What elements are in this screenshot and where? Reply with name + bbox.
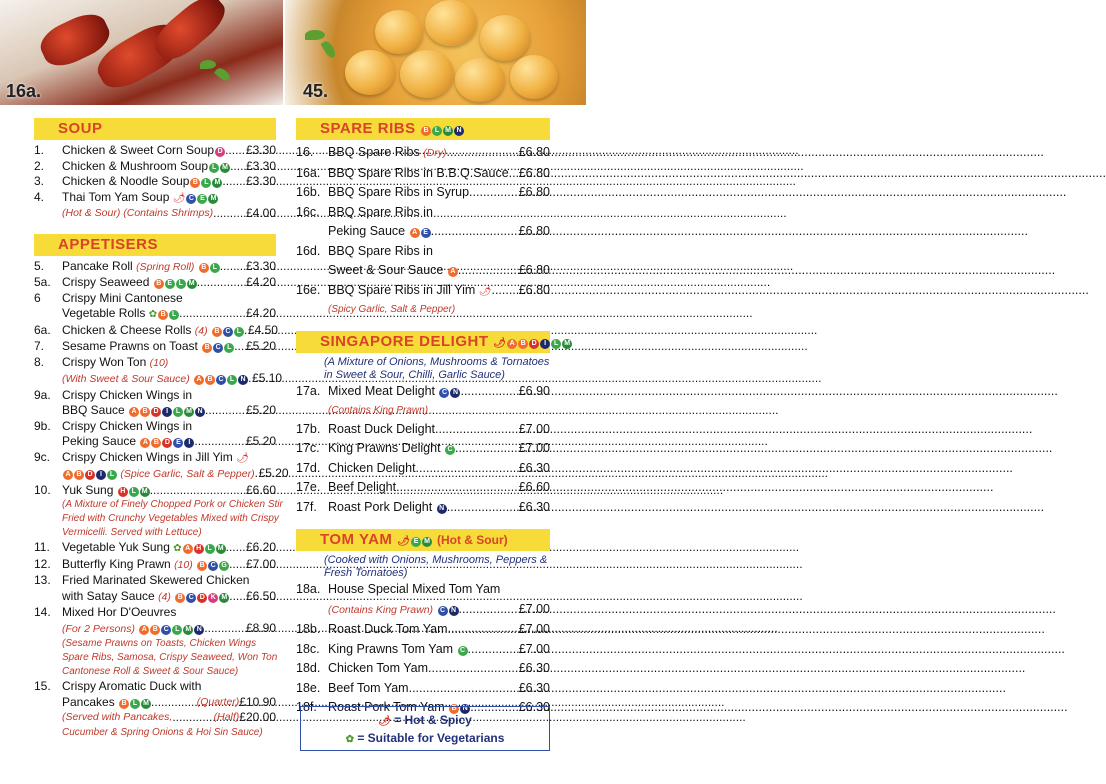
allergen-badge-icon: B xyxy=(202,343,212,353)
allergen-badge-icon: L xyxy=(169,310,179,320)
allergen-badge-icon: L xyxy=(224,343,234,353)
legend-veg: = Suitable for Vegetarians xyxy=(357,731,505,745)
allergen-badge-icon: B xyxy=(518,339,528,349)
allergen-badge-icon: A xyxy=(129,407,139,417)
menu-item: Pancakes B L M ..... (Quarter) £10.90 xyxy=(34,695,276,711)
allergen-badge-icon: C xyxy=(161,625,171,635)
allergen-badge-icon: C xyxy=(213,343,223,353)
menu-item: (Contains King Prawn) C N ..... £7.00 xyxy=(296,600,550,621)
allergen-badge-icon: L xyxy=(551,339,561,349)
spare-ribs-header: SPARE RIBS B L M N xyxy=(296,118,550,140)
menu-item: (Served with Pancakes, ..... (Half) £20.00 xyxy=(34,710,276,726)
chili-icon: 🌶 xyxy=(378,716,391,727)
header-photos xyxy=(0,0,586,105)
allergen-badge-icon: L xyxy=(210,263,220,273)
allergen-badge-icon: B xyxy=(449,704,459,714)
allergen-badge-icon: C xyxy=(439,388,449,398)
allergen-badge-icon: M xyxy=(424,538,431,545)
badge-icon: L xyxy=(201,178,211,188)
menu-item: 18f. Roast Pork Tom Yam B N ..... £6.30 xyxy=(296,698,550,718)
menu-item: 3. Chicken & Noodle Soup B L M ..... £3.30 xyxy=(34,174,276,190)
allergen-badge-icon: C xyxy=(445,445,455,455)
allergen-badge-icon: I xyxy=(184,438,194,448)
menu-item: A B D I L (Spice Garlic, Salt & Pepper) ..... £5.20 xyxy=(34,466,276,483)
allergen-badge-icon: I xyxy=(96,470,106,480)
menu-item: 18b. Roast Duck Tom Yam ..... £7.00 xyxy=(296,620,550,640)
allergen-badge-icon: A xyxy=(507,339,517,349)
allergen-badge-icon: M xyxy=(183,625,193,635)
photo-label-left: 16a. xyxy=(6,81,42,101)
allergen-badge-icon: D xyxy=(529,339,539,349)
photo-label-right: 45. xyxy=(303,81,329,101)
menu-item: 15. Crispy Aromatic Duck with xyxy=(34,679,202,693)
menu-item: 17b. Roast Duck Delight ..... £7.00 xyxy=(296,420,550,440)
badge-icon: M xyxy=(212,178,222,188)
allergen-badge-icon: L xyxy=(107,470,117,480)
menu-item: 18a. House Special Mixed Tom Yam xyxy=(296,582,501,596)
menu-item: 2. Chicken & Mushroom Soup L M ..... £3.30 xyxy=(34,159,276,175)
allergen-badge-icon: D xyxy=(197,593,207,603)
appetisers-header: APPETISERS xyxy=(34,234,276,256)
badge-icon: M xyxy=(220,163,230,173)
allergen-badge-icon: C xyxy=(458,646,468,656)
menu-item: 18e. Beef Tom Yam ..... £6.30 xyxy=(296,679,550,699)
menu-item: 6 Crispy Mini Cantonese xyxy=(34,290,183,305)
menu-item: BBQ Sauce A B D I L M N ..... £5.20 xyxy=(34,403,276,419)
allergen-badge-icon: E xyxy=(411,537,421,547)
tomyam-header: TOM YAM 🌶 E M (Hot & Sour) xyxy=(296,529,550,551)
menu-item: 16a. BBQ Spare Ribs in B.B.Q.Sauce ..... £6.80 xyxy=(296,164,550,184)
leaf-icon: ✿ xyxy=(173,543,182,554)
allergen-badge-icon: E xyxy=(165,279,175,289)
item-description: Fried with Crunchy Vegetables Mixed with Crispy xyxy=(62,513,279,524)
allergen-badge-icon: L xyxy=(205,544,215,554)
allergen-badge-icon: N xyxy=(450,388,460,398)
chili-icon: 🌶 xyxy=(478,285,492,297)
allergen-badge-icon: H xyxy=(194,544,204,554)
item-description: (Sesame Prawns on Toasts, Chicken Wings xyxy=(62,638,257,649)
menu-item: 11. Vegetable Yuk Sung ✿ A H L M ..... £6.20 xyxy=(34,540,276,557)
allergen-badge-icon: B xyxy=(140,407,150,417)
allergen-badge-icon: B xyxy=(74,470,84,480)
allergen-badge-icon: I xyxy=(540,339,550,349)
menu-item: 7. Sesame Prawns on Toast B C L ..... £5.20 xyxy=(34,339,276,355)
item-description: (Spicy Garlic, Salt & Pepper) xyxy=(328,304,456,315)
soup-header: SOUP xyxy=(34,118,276,140)
allergen-badge-icon: N xyxy=(460,704,470,714)
badge-icon: L xyxy=(209,163,219,173)
allergen-badge-icon: E xyxy=(421,228,431,238)
allergen-badge-icon: H xyxy=(118,487,128,497)
menu-item: 17e. Beef Delight ..... £6.60 xyxy=(296,478,550,498)
allergen-badge-icon: M xyxy=(141,699,151,709)
section-description: (Cooked with Onions, Mushrooms, Peppers & xyxy=(324,554,548,566)
allergen-badge-icon: D xyxy=(162,438,172,448)
allergen-badge-icon: N xyxy=(194,625,204,635)
allergen-badge-icon: K xyxy=(208,593,218,603)
allergen-badge-icon: L xyxy=(176,279,186,289)
allergen-badge-icon: L xyxy=(227,375,237,385)
menu-item: with Satay Sauce (4) B C D K M ..... £6.50 xyxy=(34,589,276,606)
allergen-badge-icon: B xyxy=(199,263,209,273)
allergen-badge-icon: C xyxy=(208,561,218,571)
allergen-badge-icon: M xyxy=(187,279,197,289)
allergen-badge-icon: C xyxy=(216,375,226,385)
allergen-badge-icon: A xyxy=(448,267,458,277)
menu-item: 8. Crispy Won Ton (10) xyxy=(34,354,169,369)
allergen-badge-icon: M xyxy=(445,127,452,134)
allergen-badge-icon: M xyxy=(564,340,571,347)
item-description: (Contains King Prawn) xyxy=(328,404,429,416)
item-description: Vermicelli. Served with Lettuce) xyxy=(62,527,202,538)
menu-item: 17f. Roast Pork Delight N ..... £6.30 xyxy=(296,498,550,518)
menu-item: Sweet & Sour Sauce A ..... £6.80 xyxy=(296,261,550,281)
badge-icon: C xyxy=(186,194,196,204)
allergen-badge-icon: B xyxy=(151,438,161,448)
allergen-badge-icon: B xyxy=(150,625,160,635)
badge-icon: B xyxy=(190,178,200,188)
menu-item: (With Sweet & Sour Sauce) A B C L N ..... £5.10 xyxy=(34,371,276,388)
item-description: Cantonese Roll & Sweet & Sour Sauce) xyxy=(62,666,239,677)
menu-item: 17c. King Prawns Delight C ..... £7.00 xyxy=(296,439,550,459)
allergen-badge-icon: B xyxy=(158,310,168,320)
legend-box xyxy=(300,706,550,751)
menu-item: Vegetable Rolls ✿ B L ..... £4.20 xyxy=(34,306,276,323)
menu-item: Peking Sauce A E ..... £6.80 xyxy=(296,222,550,242)
allergen-badge-icon: I xyxy=(162,407,172,417)
allergen-badge-icon: B xyxy=(154,279,164,289)
allergen-badge-icon: A xyxy=(140,438,150,448)
badge-icon: M xyxy=(208,194,218,204)
singapore-header: SINGAPORE DELIGHT 🌶 A B D I L M xyxy=(296,331,550,353)
allergen-badge-icon: B xyxy=(175,593,185,603)
chili-icon: 🌶 xyxy=(172,192,186,204)
allergen-badge-icon: L xyxy=(129,487,139,497)
allergen-badge-icon: M xyxy=(219,593,229,603)
menu-item: 9c. Crispy Chicken Wings in Jill Yim 🌶 xyxy=(34,449,249,464)
section-description: in Sweet & Sour, Chilli, Garlic Sauce) xyxy=(324,369,505,381)
chili-icon: 🌶 xyxy=(397,536,411,547)
menu-item: 17d. Chicken Delight ..... £6.30 xyxy=(296,459,550,479)
menu-item: 17a. Mixed Meat Delight C N ..... £6.90 xyxy=(296,382,550,402)
allergen-badge-icon: N xyxy=(454,126,464,136)
menu-item: 12. Butterfly King Prawn (10) B C G ..... £7.00 xyxy=(34,557,276,574)
right-column xyxy=(296,118,571,718)
allergen-badge-icon: B xyxy=(119,699,129,709)
allergen-badge-icon: M xyxy=(216,544,226,554)
allergen-badge-icon: D xyxy=(85,470,95,480)
menu-item: 1. Chicken & Sweet Corn Soup D ..... £3.30 xyxy=(34,143,276,159)
allergen-badge-icon: G xyxy=(219,561,229,571)
allergen-badge-icon: A xyxy=(183,544,193,554)
allergen-badge-icon: C xyxy=(223,327,233,337)
allergen-badge-icon: B xyxy=(197,561,207,571)
menu-item: 18d. Chicken Tom Yam ..... £6.30 xyxy=(296,659,550,679)
menu-item: 13. Fried Marinated Skewered Chicken xyxy=(34,573,250,587)
menu-item: 5. Pancake Roll (Spring Roll) B L ..... £3.30 xyxy=(34,259,276,276)
allergen-badge-icon: C xyxy=(186,593,196,603)
allergen-badge-icon: L xyxy=(130,699,140,709)
allergen-badge-icon: A xyxy=(410,228,420,238)
menu-item: 5a. Crispy Seaweed B E L M ..... £4.20 xyxy=(34,275,276,291)
menu-item: 14. Mixed Hor D'Oeuvres xyxy=(34,605,177,619)
allergen-badge-icon: B xyxy=(212,327,222,337)
chili-icon: 🌶 xyxy=(493,338,507,349)
legend-hot: = Hot & Spicy xyxy=(394,713,472,727)
allergen-badge-icon: A xyxy=(139,625,149,635)
menu-item: 10. Yuk Sung H L M ..... £6.60 xyxy=(34,483,276,499)
item-description: (A Mixture of Finely Chopped Pork or Chicken Stir xyxy=(62,499,283,510)
item-description: Spare Ribs, Samosa, Crispy Seaweed, Won Ton xyxy=(62,652,278,663)
menu-item: 16e. BBQ Spare Ribs in Jill Yim 🌶 ..... £6.80 xyxy=(296,281,550,302)
section-description: Fresh Tornatoes) xyxy=(324,567,408,579)
allergen-badge-icon: C xyxy=(438,606,448,616)
allergen-badge-icon: L xyxy=(234,327,244,337)
allergen-badge-icon: D xyxy=(151,407,161,417)
allergen-badge-icon: N xyxy=(238,375,248,385)
left-column xyxy=(34,118,289,740)
allergen-badge-icon: N xyxy=(449,606,459,616)
menu-item: 9a. Crispy Chicken Wings in xyxy=(34,387,193,402)
menu-item: 6a. Chicken & Cheese Rolls (4) B C L ..... £4.50 xyxy=(34,323,276,340)
allergen-badge-icon: L xyxy=(432,126,442,136)
menu-item: 9b. Crispy Chicken Wings in xyxy=(34,418,193,433)
menu-item: 16c. BBQ Spare Ribs in xyxy=(296,204,433,219)
item-description: Cucumber & Spring Onions & Hoi Sin Sauce) xyxy=(62,726,263,738)
menu-item: 16. BBQ Spare Ribs (Dry) ..... £6.80 xyxy=(296,143,550,164)
menu-item: Peking Sauce A B D E I ..... £5.20 xyxy=(34,434,276,450)
allergen-badge-icon: A xyxy=(194,375,204,385)
leaf-icon: ✿ xyxy=(148,309,158,320)
allergen-badge-icon: E xyxy=(173,438,183,448)
allergen-badge-icon: B xyxy=(421,126,431,136)
leaf-icon: ✿ xyxy=(345,734,354,745)
fried-balls-photo xyxy=(285,0,586,105)
allergen-badge-icon: M xyxy=(140,487,150,497)
menu-item: 18c. King Prawns Tom Yam C ..... £7.00 xyxy=(296,640,550,660)
allergen-badge-icon: M xyxy=(184,407,194,417)
menu-item-note: (Hot & Sour) (Contains Shrimps) ..... £4.00 xyxy=(34,206,276,222)
section-description: (A Mixture of Onions, Mushrooms & Tornatoes xyxy=(324,356,550,368)
allergen-badge-icon: L xyxy=(173,407,183,417)
menu-item: 4. Thai Tom Yam Soup 🌶 C E M xyxy=(34,190,276,207)
allergen-badge-icon: N xyxy=(195,407,205,417)
menu-item: 16b. BBQ Spare Ribs in Syrup ..... £6.80 xyxy=(296,183,550,203)
allergen-badge-icon: B xyxy=(205,375,215,385)
allergen-badge-icon: A xyxy=(63,470,73,480)
spare-ribs-photo xyxy=(0,0,283,105)
allergen-badge-icon: N xyxy=(437,504,447,514)
chili-icon: 🌶 xyxy=(236,452,249,464)
badge-icon: E xyxy=(197,194,207,204)
menu-item: 16d. BBQ Spare Ribs in xyxy=(296,243,433,258)
allergen-badge-icon: L xyxy=(172,625,182,635)
menu-item: (For 2 Persons) A B C L M N ..... £8.90 xyxy=(34,621,276,638)
badge-icon: D xyxy=(215,147,225,157)
